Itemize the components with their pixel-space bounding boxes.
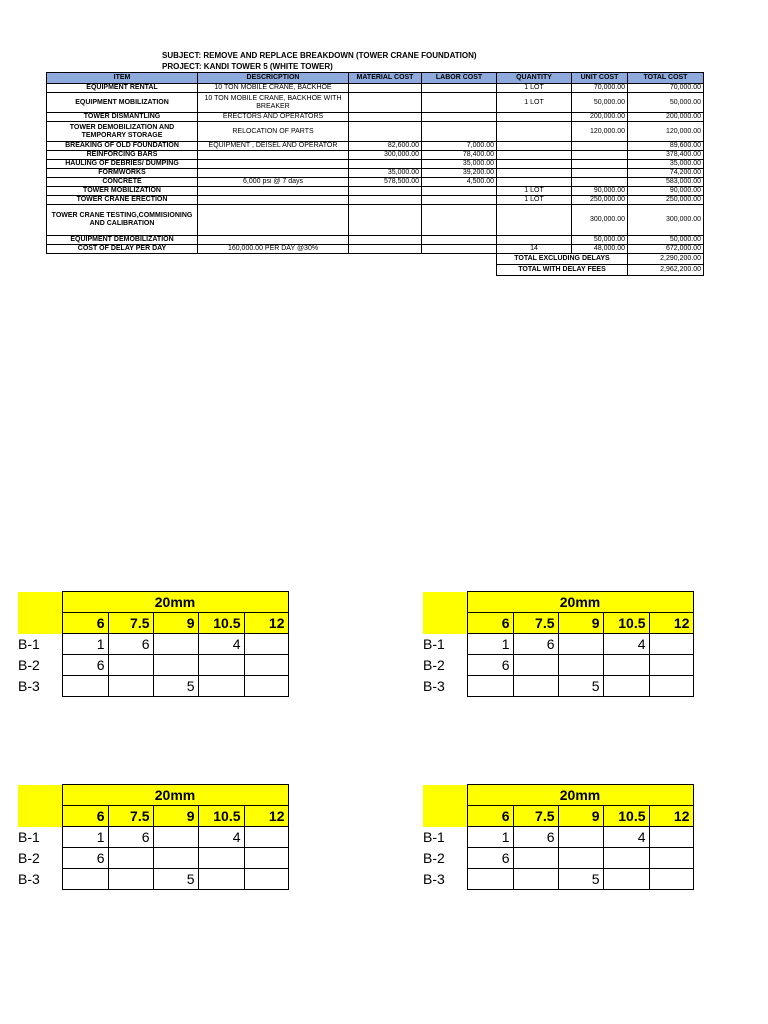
grid-cell: 1 <box>467 634 513 655</box>
table-row <box>47 122 704 142</box>
grid-title-row <box>18 785 288 806</box>
table-cell-item: TOWER CRANE ERECTION <box>47 196 198 205</box>
table-cell-total: 90,000.00 <box>628 187 704 196</box>
table-cell-labor: 35,000.00 <box>422 160 497 169</box>
project-line: PROJECT: KANDI TOWER 5 (WHITE TOWER) <box>162 62 333 71</box>
grid-cell <box>108 655 153 676</box>
table-row <box>47 236 704 245</box>
table-cell-labor <box>422 187 497 196</box>
grid-size-header: 6 <box>62 806 108 827</box>
blank-cell <box>422 254 497 265</box>
grid-size-header: 12 <box>244 806 288 827</box>
grid-cell <box>603 676 649 697</box>
table-cell-material: 35,000.00 <box>349 169 422 178</box>
total-value: 2,290,200.00 <box>628 254 704 265</box>
table-cell-material: 300,000.00 <box>349 151 422 160</box>
grid-cell <box>467 676 513 697</box>
table-row <box>47 151 704 160</box>
blank-cell <box>18 613 62 634</box>
table-cell-material: 82,600.00 <box>349 142 422 151</box>
grid-cell: 6 <box>467 848 513 869</box>
table-cell-item: TOWER MOBILIZATION <box>47 187 198 196</box>
table-cell-desc <box>198 196 349 205</box>
table-cell-material: 578,500.00 <box>349 178 422 187</box>
grid-cell <box>108 869 153 890</box>
grid-cell: 6 <box>62 655 108 676</box>
table-row <box>47 178 704 187</box>
col-header-description: DESCRICPTION <box>198 73 349 84</box>
table-cell-item: REINFORCING BARS <box>47 151 198 160</box>
table-cell-desc <box>198 236 349 245</box>
table-cell-total: 378,400.00 <box>628 151 704 160</box>
rebar-grid-1 <box>18 591 289 697</box>
grid-cell <box>244 869 288 890</box>
grid-row-label: B-2 <box>423 850 445 866</box>
grid-row-label: B-2 <box>18 657 40 673</box>
table-cell-item: TOWER DISMANTLING <box>47 113 198 122</box>
table-cell-total: 200,000.00 <box>628 113 704 122</box>
table-row <box>47 84 704 93</box>
grid-cell <box>62 869 108 890</box>
grid-cell <box>62 676 108 697</box>
grid-size-header: 7.5 <box>108 613 153 634</box>
grid-row-label: B-1 <box>423 636 445 652</box>
table-cell-unit: 250,000.00 <box>572 196 628 205</box>
table-cell-item: TOWER CRANE TESTING,COMMISIONING AND CALIBRATION <box>47 205 198 236</box>
blank-cell <box>47 265 198 276</box>
blank-cell <box>423 613 467 634</box>
table-cell-labor: 7,000.00 <box>422 142 497 151</box>
table-cell-material <box>349 245 422 254</box>
table-cell-qty: 14 <box>497 245 572 254</box>
grid-size-header: 9 <box>153 613 198 634</box>
table-cell-desc: 160,000.00 PER DAY @30% <box>198 245 349 254</box>
grid-cell: 5 <box>558 676 603 697</box>
grid-cell <box>558 827 603 848</box>
grid-cell: 5 <box>153 676 198 697</box>
table-cell-desc: RELOCATION OF PARTS <box>198 122 349 142</box>
table-cell-labor: 78,400.00 <box>422 151 497 160</box>
table-cell-item: EQUIPMENT RENTAL <box>47 84 198 93</box>
table-cell-labor: 39,200.00 <box>422 169 497 178</box>
grid-row-label: B-2 <box>18 850 40 866</box>
rebar-table <box>423 784 694 890</box>
grid-row-label: B-1 <box>423 829 445 845</box>
table-cell-unit <box>572 151 628 160</box>
grid-row <box>423 634 693 655</box>
grid-size-header: 9 <box>558 613 603 634</box>
grid-size-header: 9 <box>153 806 198 827</box>
table-cell-unit: 50,000.00 <box>572 236 628 245</box>
grid-cell <box>198 655 244 676</box>
grid-size-header: 10.5 <box>198 806 244 827</box>
table-cell-item: CONCRETE <box>47 178 198 187</box>
table-cell-unit: 300,000.00 <box>572 205 628 236</box>
grid-cell <box>558 655 603 676</box>
rebar-table <box>18 784 289 890</box>
col-header-labor-cost: LABOR COST <box>422 73 497 84</box>
total-value: 2,962,200.00 <box>628 265 704 276</box>
table-row <box>47 113 704 122</box>
grid-row-label: B-3 <box>423 871 445 887</box>
grid-size-header: 6 <box>467 613 513 634</box>
rebar-grid-4 <box>423 784 694 890</box>
table-cell-item: COST OF DELAY PER DAY <box>47 245 198 254</box>
table-cell-qty: 1 LOT <box>497 93 572 113</box>
table-cell-item: HAULING OF DEBRIES/ DUMPING <box>47 160 198 169</box>
grid-cell: 6 <box>513 634 558 655</box>
table-cell-qty: 1 LOT <box>497 196 572 205</box>
grid-cell <box>198 676 244 697</box>
table-cell-item: EQUIPMENT MOBILIZATION <box>47 93 198 113</box>
total-row <box>47 265 704 276</box>
table-cell-qty <box>497 142 572 151</box>
grid-cell <box>558 634 603 655</box>
subject-line: SUBJECT: REMOVE AND REPLACE BREAKDOWN (TOWER CRANE FOUNDATION) <box>162 51 477 60</box>
total-label: TOTAL WITH DELAY FEES <box>497 265 628 276</box>
table-cell-labor <box>422 93 497 113</box>
table-cell-item: FORMWORKS <box>47 169 198 178</box>
grid-row <box>423 676 693 697</box>
grid-cell <box>244 848 288 869</box>
grid-size-header: 10.5 <box>603 613 649 634</box>
grid-cell <box>467 869 513 890</box>
grid-size-header: 12 <box>649 613 693 634</box>
grid-cell <box>244 827 288 848</box>
grid-sizes-row <box>18 613 288 634</box>
table-cell-labor <box>422 196 497 205</box>
grid-cell: 6 <box>513 827 558 848</box>
table-cell-total: 50,000.00 <box>628 236 704 245</box>
table-cell-total: 120,000.00 <box>628 122 704 142</box>
table-cell-qty <box>497 178 572 187</box>
grid-title-row <box>18 592 288 613</box>
table-cell-desc <box>198 187 349 196</box>
grid-cell <box>603 869 649 890</box>
grid-size-header: 7.5 <box>513 806 558 827</box>
grid-row-label: B-3 <box>18 871 40 887</box>
table-cell-qty <box>497 151 572 160</box>
table-cell-unit <box>572 169 628 178</box>
grid-size-header: 7.5 <box>513 613 558 634</box>
table-cell-desc: 6,000 psi @ 7 days <box>198 178 349 187</box>
table-cell-labor <box>422 205 497 236</box>
rebar-table <box>423 591 694 697</box>
rebar-grid-3 <box>18 784 289 890</box>
blank-cell <box>18 806 62 827</box>
col-header-unit-cost: UNIT COST <box>572 73 628 84</box>
blank-cell <box>349 265 422 276</box>
table-cell-labor: 4,500.00 <box>422 178 497 187</box>
table-cell-labor <box>422 84 497 93</box>
table-cell-qty <box>497 160 572 169</box>
table-cell-qty <box>497 205 572 236</box>
grid-sizes-row <box>423 806 693 827</box>
table-cell-material <box>349 113 422 122</box>
grid-cell: 5 <box>558 869 603 890</box>
table-cell-material <box>349 187 422 196</box>
grid-row-label: B-2 <box>423 657 445 673</box>
grid-cell: 4 <box>198 634 244 655</box>
blank-cell <box>198 254 349 265</box>
grid-row <box>423 655 693 676</box>
table-cell-qty <box>497 122 572 142</box>
table-cell-unit <box>572 160 628 169</box>
table-cell-qty <box>497 113 572 122</box>
grid-cell <box>649 848 693 869</box>
table-cell-unit: 70,000.00 <box>572 84 628 93</box>
table-row <box>47 187 704 196</box>
grid-cell: 4 <box>603 634 649 655</box>
grid-title: 20mm <box>62 785 288 806</box>
table-cell-labor <box>422 113 497 122</box>
table-row <box>47 205 704 236</box>
grid-cell: 4 <box>603 827 649 848</box>
table-cell-qty <box>497 169 572 178</box>
grid-row-label: B-3 <box>18 678 40 694</box>
grid-size-header: 12 <box>649 806 693 827</box>
table-cell-unit: 90,000.00 <box>572 187 628 196</box>
grid-cell: 5 <box>153 869 198 890</box>
grid-title: 20mm <box>467 785 693 806</box>
table-cell-qty: 1 LOT <box>497 187 572 196</box>
grid-cell <box>244 655 288 676</box>
grid-cell <box>603 655 649 676</box>
grid-cell: 1 <box>62 634 108 655</box>
table-cell-unit: 120,000.00 <box>572 122 628 142</box>
table-cell-material <box>349 93 422 113</box>
total-label: TOTAL EXCLUDING DELAYS <box>497 254 628 265</box>
grid-cell: 6 <box>467 655 513 676</box>
table-row <box>47 196 704 205</box>
table-cell-desc: EQUIPMENT , DEISEL AND OPERATOR <box>198 142 349 151</box>
table-cell-labor <box>422 245 497 254</box>
table-cell-unit <box>572 142 628 151</box>
table-cell-unit: 48,000.00 <box>572 245 628 254</box>
grid-cell <box>198 848 244 869</box>
blank-cell <box>18 592 62 613</box>
table-row <box>47 245 704 254</box>
grid-row <box>18 827 288 848</box>
table-cell-total: 35,000.00 <box>628 160 704 169</box>
grid-cell <box>153 827 198 848</box>
table-cell-total: 583,000.00 <box>628 178 704 187</box>
grid-cell <box>153 634 198 655</box>
table-cell-total: 74,200.00 <box>628 169 704 178</box>
table-cell-material <box>349 84 422 93</box>
table-header-row <box>47 73 704 84</box>
table-cell-item: EQUIPMENT DEMOBILIZATION <box>47 236 198 245</box>
grid-cell <box>244 676 288 697</box>
table-cell-material <box>349 205 422 236</box>
table-cell-total: 50,000.00 <box>628 93 704 113</box>
table-cell-desc <box>198 205 349 236</box>
col-header-total-cost: TOTAL COST <box>628 73 704 84</box>
grid-cell <box>649 634 693 655</box>
grid-row <box>423 869 693 890</box>
grid-title: 20mm <box>467 592 693 613</box>
table-cell-desc: 10 TON MOBILE CRANE, BACKHOE <box>198 84 349 93</box>
grid-size-header: 12 <box>244 613 288 634</box>
table-cell-unit: 50,000.00 <box>572 93 628 113</box>
grid-cell <box>108 848 153 869</box>
table-cell-total: 70,000.00 <box>628 84 704 93</box>
table-cell-material <box>349 122 422 142</box>
col-header-material-cost: MATERIAL COST <box>349 73 422 84</box>
table-cell-material <box>349 160 422 169</box>
grid-row <box>18 848 288 869</box>
table-cell-item: TOWER DEMOBILIZATION AND TEMPORARY STORAGE <box>47 122 198 142</box>
table-cell-labor <box>422 236 497 245</box>
grid-cell <box>108 676 153 697</box>
grid-row-label: B-1 <box>18 829 40 845</box>
table-row <box>47 93 704 113</box>
grid-title-row <box>423 785 693 806</box>
grid-size-header: 7.5 <box>108 806 153 827</box>
grid-cell <box>153 655 198 676</box>
total-row <box>47 254 704 265</box>
grid-cell <box>513 676 558 697</box>
table-cell-labor <box>422 122 497 142</box>
table-cell-material <box>349 196 422 205</box>
table-cell-desc: ERECTORS AND OPERATORS <box>198 113 349 122</box>
table-cell-qty: 1 LOT <box>497 84 572 93</box>
blank-cell <box>198 265 349 276</box>
table-cell-material <box>349 236 422 245</box>
rebar-grid-2 <box>423 591 694 697</box>
grid-cell: 1 <box>467 827 513 848</box>
grid-cell: 4 <box>198 827 244 848</box>
grid-cell <box>649 827 693 848</box>
col-header-quantity: QUANTITY <box>497 73 572 84</box>
grid-size-header: 10.5 <box>603 806 649 827</box>
blank-cell <box>423 785 467 806</box>
grid-cell <box>558 848 603 869</box>
grid-size-header: 6 <box>467 806 513 827</box>
blank-cell <box>47 254 198 265</box>
grid-row <box>423 848 693 869</box>
grid-title: 20mm <box>62 592 288 613</box>
grid-cell: 6 <box>108 827 153 848</box>
table-cell-unit: 200,000.00 <box>572 113 628 122</box>
blank-cell <box>423 806 467 827</box>
table-cell-unit <box>572 178 628 187</box>
blank-cell <box>422 265 497 276</box>
grid-cell <box>649 869 693 890</box>
table-row <box>47 169 704 178</box>
grid-row <box>18 655 288 676</box>
rebar-table <box>18 591 289 697</box>
grid-row <box>423 827 693 848</box>
grid-cell <box>198 869 244 890</box>
table-cell-total: 672,000.00 <box>628 245 704 254</box>
table-row <box>47 142 704 151</box>
grid-sizes-row <box>18 806 288 827</box>
table-cell-desc <box>198 169 349 178</box>
grid-row-label: B-1 <box>18 636 40 652</box>
grid-cell <box>513 869 558 890</box>
col-header-item: ITEM <box>47 73 198 84</box>
grid-cell: 6 <box>108 634 153 655</box>
grid-cell <box>649 655 693 676</box>
grid-cell: 1 <box>62 827 108 848</box>
table-cell-desc <box>198 160 349 169</box>
grid-row <box>18 676 288 697</box>
grid-size-header: 9 <box>558 806 603 827</box>
grid-row <box>18 634 288 655</box>
blank-cell <box>349 254 422 265</box>
grid-cell <box>649 676 693 697</box>
table-row <box>47 160 704 169</box>
table-cell-item: BREAKING OF OLD FOUNDATION <box>47 142 198 151</box>
grid-title-row <box>423 592 693 613</box>
grid-size-header: 6 <box>62 613 108 634</box>
cost-breakdown-table <box>46 72 704 276</box>
table-cell-total: 89,600.00 <box>628 142 704 151</box>
grid-cell <box>244 634 288 655</box>
grid-row-label: B-3 <box>423 678 445 694</box>
table-cell-total: 250,000.00 <box>628 196 704 205</box>
grid-cell <box>603 848 649 869</box>
table-cell-desc <box>198 151 349 160</box>
grid-cell: 6 <box>62 848 108 869</box>
table-cell-qty <box>497 236 572 245</box>
blank-cell <box>18 785 62 806</box>
grid-sizes-row <box>423 613 693 634</box>
grid-cell <box>153 848 198 869</box>
blank-cell <box>423 592 467 613</box>
grid-size-header: 10.5 <box>198 613 244 634</box>
grid-cell <box>513 848 558 869</box>
table-cell-total: 300,000.00 <box>628 205 704 236</box>
grid-cell <box>513 655 558 676</box>
grid-row <box>18 869 288 890</box>
table-cell-desc: 10 TON MOBILE CRANE, BACKHOE WITH BREAKER <box>198 93 349 113</box>
